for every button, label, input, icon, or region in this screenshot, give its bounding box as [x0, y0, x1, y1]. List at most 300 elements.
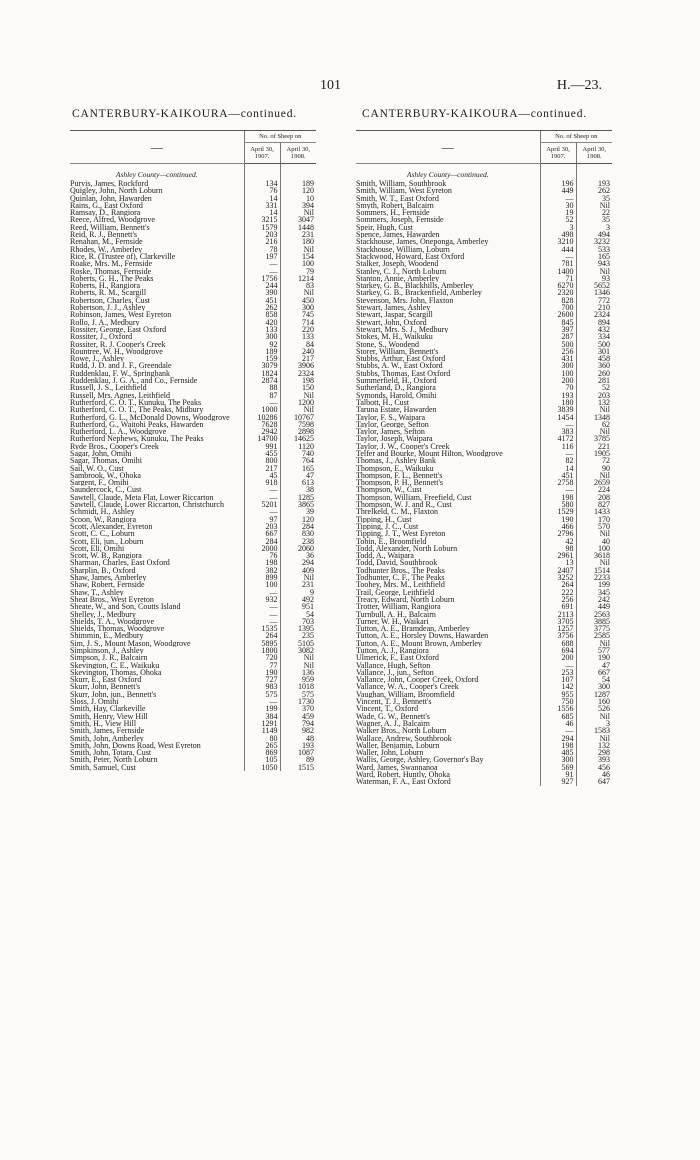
- sheep-1907-cell: 244: [244, 282, 280, 289]
- sheep-1908-cell: 459: [280, 713, 316, 720]
- owner-name-cell: Tipping, H., Cust: [356, 515, 412, 523]
- owner-name-cell: Taylor, Joseph, Waipara: [356, 435, 433, 443]
- page-number: 101: [320, 78, 341, 93]
- owner-name-cell: Reid, R. J., Bennett's: [70, 231, 137, 239]
- owner-name-cell: Skurr, E., East Oxford: [70, 676, 142, 684]
- sheep-1908-cell: 180: [280, 238, 316, 245]
- sheep-1908-cell: 943: [576, 260, 612, 267]
- table-row: [70, 611, 316, 618]
- table-row: [356, 231, 612, 238]
- owner-name-cell: Taylor, J. W., Cooper's Creek: [356, 442, 450, 450]
- sheep-1908-cell: 136: [280, 669, 316, 676]
- table-row: [70, 494, 316, 501]
- table-row: [70, 435, 316, 442]
- sheep-1908-cell: 5105: [280, 640, 316, 647]
- sheep-1908-cell: 294: [280, 559, 316, 566]
- table-row: [70, 669, 316, 676]
- owner-name-cell: Smyth, Robert, Balcairn: [356, 201, 434, 210]
- owner-name-cell: Smith, W. T., East Oxford: [356, 194, 439, 202]
- sheep-1907-cell: —: [244, 618, 280, 625]
- sheep-1908-cell: 1120: [280, 443, 316, 450]
- table-row: [70, 384, 316, 391]
- table-row: [356, 326, 612, 333]
- owner-name-cell: Skevington, C. E., Waikuku: [70, 661, 160, 669]
- sheep-1907-cell: 71: [540, 275, 576, 282]
- table-row: [70, 749, 316, 756]
- sheep-1908-cell: 3: [576, 720, 612, 727]
- sheep-1907-cell: 3839: [540, 406, 576, 413]
- sheep-1908-cell: 231: [280, 231, 316, 238]
- owner-name-cell: Smith, John, Amberley: [70, 734, 144, 742]
- table-row: [70, 559, 316, 566]
- sheep-1908-cell: 90: [576, 465, 612, 472]
- table-row: [70, 362, 316, 369]
- sheep-1908-cell: 2898: [280, 428, 316, 435]
- owner-name-cell: Sommers, Joseph, Fernside: [356, 216, 444, 224]
- sheep-1908-cell: 54: [576, 676, 612, 683]
- right-name-header: —: [356, 131, 540, 164]
- sheep-1907-cell: 700: [540, 304, 576, 311]
- table-row: [70, 180, 316, 187]
- table-row: [70, 195, 316, 202]
- owner-name-cell: Smith, Peter, North Loburn: [70, 756, 158, 764]
- sheep-1908-cell: 38: [280, 486, 316, 493]
- sheep-1908-cell: 46: [576, 771, 612, 778]
- table-row: [356, 501, 612, 508]
- sheep-1907-cell: 134: [244, 180, 280, 187]
- sheep-1908-cell: 764: [280, 457, 316, 464]
- sheep-1907-cell: —: [244, 698, 280, 705]
- table-row: [70, 457, 316, 464]
- sheep-1908-cell: 35: [576, 216, 612, 223]
- sheep-1907-cell: 92: [244, 341, 280, 348]
- sheep-1907-cell: 2961: [540, 552, 576, 559]
- sheep-1907-cell: 203: [244, 523, 280, 530]
- owner-name-cell: Todhunter, C. F., The Peaks: [356, 574, 445, 582]
- table-row: [356, 603, 612, 610]
- table-row: [70, 508, 316, 515]
- sheep-1907-cell: 1050: [244, 764, 280, 771]
- sheep-1907-cell: 80: [244, 735, 280, 742]
- owner-name-cell: Saundercock, C., Cust: [70, 486, 142, 494]
- sheep-1908-cell: 165: [280, 465, 316, 472]
- owner-name-cell: Rossiter, R. J. Cooper's Creek: [70, 340, 166, 348]
- owner-name-cell: Treacy, Edward, North Loburn: [356, 595, 455, 604]
- table-row: [70, 647, 316, 654]
- owner-name-cell: Wallis, George, Ashley, Governor's Bay: [356, 756, 484, 764]
- table-row: [70, 450, 316, 457]
- table-row: [70, 282, 316, 289]
- owner-name-cell: Summerfield, H., Oxford: [356, 377, 437, 385]
- owner-name-cell: Roberts, G. H., The Peaks: [70, 274, 154, 283]
- table-row: [356, 224, 612, 231]
- table-row: [70, 596, 316, 603]
- owner-name-cell: Ryde Bros., Cooper's Creek: [70, 442, 159, 450]
- table-row: [356, 683, 612, 690]
- sheep-1908-cell: 221: [576, 443, 612, 450]
- owner-name-cell: Sommers, H., Fernside: [356, 209, 430, 217]
- table-row: [356, 749, 612, 756]
- table-row: [70, 567, 316, 574]
- sheep-1908-cell: 193: [576, 180, 612, 187]
- table-row: [356, 355, 612, 362]
- sheep-1908-cell: 740: [280, 450, 316, 457]
- sheep-1908-cell: Nil: [576, 406, 612, 413]
- owner-name-cell: Sim, J. S., Mount Mason, Woodgrove: [70, 639, 191, 647]
- table-row: [70, 486, 316, 493]
- table-row: [356, 319, 612, 326]
- owner-name-cell: Robinson, James, West Eyreton: [70, 311, 172, 319]
- sheep-1907-cell: 193: [540, 392, 576, 399]
- sheep-1908-cell: 260: [576, 370, 612, 377]
- table-row: [70, 406, 316, 413]
- owner-name-cell: Rutherford, G., Waitohi Peaks, Hawarden: [70, 420, 204, 429]
- sheep-1907-cell: —: [244, 508, 280, 515]
- owner-name-cell: Toohey, Mrs. M., Leithfield: [356, 581, 445, 589]
- sheep-1907-cell: 87: [244, 392, 280, 399]
- sheep-1907-cell: 927: [540, 778, 576, 785]
- owner-name-cell: Thompson, William, Freefield, Cust: [356, 493, 472, 502]
- table-row: [356, 494, 612, 501]
- sheep-1908-cell: 827: [576, 501, 612, 508]
- table-row: [356, 771, 612, 778]
- table-row: [356, 713, 612, 720]
- sheep-1907-cell: 932: [244, 596, 280, 603]
- table-row: [70, 224, 316, 231]
- table-row: [70, 333, 316, 340]
- left-county-heading: Ashley County—continued.: [115, 170, 198, 179]
- sheep-1907-cell: 70: [540, 384, 576, 391]
- left-table-body: [70, 164, 316, 772]
- sheep-1908-cell: 198: [280, 377, 316, 384]
- sheep-1907-cell: 100: [540, 370, 576, 377]
- sheep-1907-cell: —: [540, 662, 576, 669]
- sheep-1908-cell: 36: [280, 552, 316, 559]
- table-row: [356, 297, 612, 304]
- table-row: [70, 713, 316, 720]
- table-row: [70, 654, 316, 661]
- owner-name-cell: Smith, John, Totara, Cust: [70, 749, 152, 757]
- owner-name-cell: Stubbs, Thomas, East Oxford: [356, 369, 451, 378]
- owner-name-cell: Sawtell, Claude, Meta Flat, Lower Riccarton: [70, 493, 214, 502]
- sheep-1907-cell: 1800: [244, 647, 280, 654]
- table-row: [356, 486, 612, 493]
- table-row: [356, 341, 612, 348]
- sheep-1908-cell: 570: [576, 523, 612, 530]
- owner-name-cell: Rossiter, George, East Oxford: [70, 325, 167, 334]
- table-row: [70, 216, 316, 223]
- table-row: [356, 742, 612, 749]
- sheep-1908-cell: 1087: [280, 749, 316, 756]
- sheep-1907-cell: 3210: [540, 238, 576, 245]
- sheep-1907-cell: 688: [540, 640, 576, 647]
- sheep-1908-cell: Nil: [280, 209, 316, 216]
- table-row: [356, 268, 612, 275]
- sheep-1907-cell: 2320: [540, 289, 576, 296]
- owner-name-cell: Wade, G. W., Bennett's: [356, 712, 430, 720]
- sheep-1907-cell: 720: [244, 654, 280, 661]
- table-row: [70, 238, 316, 245]
- sheep-1907-cell: 159: [244, 355, 280, 362]
- owner-name-cell: Sharman, Charles, East Oxford: [70, 559, 170, 567]
- owner-name-cell: Symonds, Harold, Omihi: [356, 391, 437, 399]
- owner-name-cell: Scott, Eli, jun., Loburn: [70, 537, 144, 545]
- owner-name-cell: Sail, W. O., Cust: [70, 464, 124, 472]
- table-row: [70, 414, 316, 421]
- sheep-1908-cell: 1905: [576, 450, 612, 457]
- table-row: [70, 319, 316, 326]
- sheep-1908-cell: 3906: [280, 362, 316, 369]
- sheep-1907-cell: 1756: [244, 275, 280, 282]
- sheep-1907-cell: 3: [540, 224, 576, 231]
- owner-name-cell: Stanley, C. J., North Loburn: [356, 267, 447, 275]
- owner-name-cell: Skurr, John, Bennett's: [70, 683, 141, 691]
- owner-name-cell: Taylor, F. S., Waipara: [356, 413, 426, 421]
- table-row: [356, 523, 612, 530]
- owner-name-cell: Rollo, J. A., Medbury: [70, 318, 140, 326]
- sheep-1907-cell: 76: [244, 552, 280, 559]
- sheep-1907-cell: —: [244, 603, 280, 610]
- sheep-1907-cell: 46: [540, 720, 576, 727]
- sheep-1907-cell: 116: [540, 443, 576, 450]
- table-row: [70, 742, 316, 749]
- sheep-1908-cell: 3: [576, 224, 612, 231]
- sheep-1908-cell: Nil: [280, 654, 316, 661]
- sheep-1907-cell: 10286: [244, 414, 280, 421]
- sheep-1907-cell: 3215: [244, 216, 280, 223]
- sheep-1908-cell: 224: [576, 486, 612, 493]
- sheep-1908-cell: 3775: [576, 625, 612, 632]
- sheep-1908-cell: 284: [280, 523, 316, 530]
- owner-name-cell: Thompson, F. L., Bennett's: [356, 471, 443, 480]
- sheep-1907-cell: 420: [244, 319, 280, 326]
- sheep-1907-cell: 858: [244, 311, 280, 318]
- sheep-1908-cell: 703: [280, 618, 316, 625]
- owner-name-cell: Shaw, Robert, Fernside: [70, 581, 145, 589]
- table-row: [70, 501, 316, 508]
- table-row: [70, 676, 316, 683]
- owner-name-cell: Stackhouse, James, Oneponga, Amberley: [356, 238, 489, 246]
- table-row: [356, 187, 612, 194]
- sheep-1908-cell: 10: [280, 195, 316, 202]
- sheep-1907-cell: 91: [540, 771, 576, 778]
- sheep-1908-cell: 133: [280, 333, 316, 340]
- owner-name-cell: Vallance, Hugh, Sefton: [356, 661, 431, 669]
- owner-name-cell: Vallance, J., jun., Sefton: [356, 668, 434, 677]
- owner-name-cell: Schmidt, H., Ashley: [70, 508, 135, 516]
- owner-name-cell: Sheate, W., and Son, Coutts Island: [70, 603, 181, 611]
- table-row: [70, 640, 316, 647]
- sheep-1908-cell: 120: [280, 516, 316, 523]
- table-row: [356, 764, 612, 771]
- table-row: [70, 392, 316, 399]
- sheep-1908-cell: 772: [576, 297, 612, 304]
- table-row: [356, 705, 612, 712]
- sheep-1908-cell: 120: [280, 187, 316, 194]
- sheep-1907-cell: 1579: [244, 224, 280, 231]
- sheep-1907-cell: 580: [540, 501, 576, 508]
- sheep-1908-cell: 238: [280, 538, 316, 545]
- sheep-1908-cell: 1348: [576, 414, 612, 421]
- owner-name-cell: Vincent, T., Oxford: [356, 705, 419, 713]
- sheep-1907-cell: 1257: [540, 625, 576, 632]
- owner-name-cell: Stewart, James, Ashley: [356, 304, 431, 312]
- owner-name-cell: Stevenson, Mrs. John, Flaxton: [356, 296, 454, 305]
- sheep-1907-cell: 14: [540, 465, 576, 472]
- sheep-1908-cell: Nil: [576, 559, 612, 566]
- owner-name-cell: Rhodes, W., Amberley: [70, 245, 143, 253]
- owner-name-cell: Walker Bros., North Loburn: [356, 727, 447, 735]
- sheep-1907-cell: 1535: [244, 625, 280, 632]
- sheep-1907-cell: 14700: [244, 435, 280, 442]
- sheep-1907-cell: 7628: [244, 421, 280, 428]
- sheep-1907-cell: —: [244, 268, 280, 275]
- sheep-1908-cell: 10767: [280, 414, 316, 421]
- owner-name-cell: Taruna Estate, Hawarden: [356, 406, 437, 414]
- sheep-1908-cell: 235: [280, 632, 316, 639]
- owner-name-cell: Thompson, W., Cust: [356, 486, 422, 494]
- owner-name-cell: Thompson, P. H., Bennett's: [356, 479, 443, 487]
- sheep-1908-cell: 2233: [576, 574, 612, 581]
- table-row: [356, 611, 612, 618]
- sheep-1908-cell: 231: [280, 581, 316, 588]
- sheep-1907-cell: 300: [540, 362, 576, 369]
- table-row: [70, 421, 316, 428]
- sheep-1908-cell: 745: [280, 311, 316, 318]
- owner-name-cell: Todd, Alexander, North Loburn: [356, 544, 458, 553]
- table-row: [356, 559, 612, 566]
- sheep-1907-cell: 498: [540, 231, 576, 238]
- sheep-1907-cell: 287: [540, 333, 576, 340]
- owner-name-cell: Todd, A., Waipara: [356, 552, 414, 560]
- sheep-1907-cell: 750: [540, 698, 576, 705]
- sheep-1908-cell: 54: [280, 611, 316, 618]
- table-row: [70, 341, 316, 348]
- owner-name-cell: Stone, S., Woodend: [356, 340, 419, 348]
- sheep-1908-cell: 165: [576, 253, 612, 260]
- sheep-1907-cell: 918: [244, 479, 280, 486]
- sheep-1908-cell: 334: [576, 333, 612, 340]
- owner-name-cell: Shields, T. A., Woodgrove: [70, 617, 155, 626]
- sheep-1908-cell: 150: [280, 384, 316, 391]
- table-row: [70, 756, 316, 763]
- sheep-1907-cell: 2407: [540, 567, 576, 574]
- table-row: [70, 202, 316, 209]
- sheep-1908-cell: Nil: [576, 735, 612, 742]
- sheep-1907-cell: 869: [244, 749, 280, 756]
- owner-name-cell: Waller, Benjamin, Loburn: [356, 741, 440, 750]
- sheep-1908-cell: 1433: [576, 508, 612, 515]
- sheep-1908-cell: 100: [280, 260, 316, 267]
- sheep-1907-cell: 42: [540, 538, 576, 545]
- table-row: [70, 370, 316, 377]
- table-row: [70, 209, 316, 216]
- table-row: [70, 683, 316, 690]
- owner-name-cell: Vaughan, William, Broomfield: [356, 690, 455, 699]
- right-col-1907-header: April 30, 1907.: [540, 143, 576, 164]
- table-row: [356, 260, 612, 267]
- sheep-1908-cell: 951: [280, 603, 316, 610]
- sheep-1908-cell: 533: [576, 246, 612, 253]
- owner-name-cell: Shaw, T., Ashley: [70, 588, 124, 596]
- table-row: [70, 311, 316, 318]
- sheep-1907-cell: 264: [540, 581, 576, 588]
- sheep-1907-cell: 2000: [244, 545, 280, 552]
- owner-name-cell: Smith, William, West Eyreton: [356, 187, 452, 195]
- sheep-1907-cell: 485: [540, 749, 576, 756]
- sheep-1907-cell: —: [244, 611, 280, 618]
- owner-name-cell: Roake, Mrs. M., Fernside: [70, 260, 152, 268]
- sheep-1907-cell: 300: [540, 756, 576, 763]
- owner-name-cell: Rutherford, C. O. T., Kunuku, The Peaks: [70, 398, 202, 407]
- sheep-1907-cell: 217: [244, 465, 280, 472]
- sheep-1908-cell: 300: [576, 683, 612, 690]
- right-section-title: CANTERBURY-KAIKOURA—continued.: [362, 108, 587, 120]
- table-row: [356, 676, 612, 683]
- sheep-1907-cell: 142: [540, 683, 576, 690]
- owner-name-cell: Reece, Alfred, Woodgrove: [70, 216, 155, 224]
- owner-name-cell: Smith, Samuel, Cust: [70, 763, 136, 772]
- table-row: [356, 596, 612, 603]
- sheep-1907-cell: 382: [244, 567, 280, 574]
- sheep-1908-cell: 7598: [280, 421, 316, 428]
- sheep-1907-cell: 5201: [244, 501, 280, 508]
- sheep-1907-cell: 5895: [244, 640, 280, 647]
- sheep-1908-cell: 458: [576, 355, 612, 362]
- sheep-1907-cell: —: [540, 486, 576, 493]
- sheep-1907-cell: —: [244, 260, 280, 267]
- owner-name-cell: Talbott, H., Cust: [356, 398, 409, 407]
- owner-name-cell: Threlkeld, C. M., Flaxton: [356, 508, 438, 516]
- sheep-1907-cell: 6270: [540, 282, 576, 289]
- table-row: [70, 581, 316, 588]
- sheep-1908-cell: 3082: [280, 647, 316, 654]
- sheep-1907-cell: 455: [244, 450, 280, 457]
- sheep-1908-cell: 14625: [280, 435, 316, 442]
- table-row: [70, 187, 316, 194]
- sheep-1907-cell: 3705: [540, 618, 576, 625]
- owner-name-cell: Vallance, John, Cooper Creek, Oxford: [356, 676, 479, 684]
- sheep-1907-cell: 196: [540, 180, 576, 187]
- table-row: [70, 727, 316, 734]
- left-group-header: No. of Sheep on: [244, 131, 316, 143]
- sheep-1908-cell: 93: [576, 275, 612, 282]
- sheep-1908-cell: 830: [280, 530, 316, 537]
- sheep-1908-cell: 62: [576, 421, 612, 428]
- sheep-1907-cell: —: [540, 253, 576, 260]
- table-row: [356, 370, 612, 377]
- owner-name-cell: Stackhouse, William, Loburn: [356, 245, 450, 253]
- sheep-1908-cell: 298: [576, 749, 612, 756]
- owner-name-cell: Robertson, Charles, Cust: [70, 296, 150, 305]
- table-row: [356, 399, 612, 406]
- sheep-1908-cell: 22: [576, 209, 612, 216]
- sheep-1907-cell: 14: [244, 195, 280, 202]
- right-sheep-table: [356, 130, 612, 786]
- sheep-1908-cell: 1285: [280, 494, 316, 501]
- owner-name-cell: Tutton, A. E., Horsley Downs, Hawarden: [356, 632, 489, 640]
- owner-name-cell: Reed, William, Bennett's: [70, 223, 150, 232]
- sheep-1907-cell: 265: [244, 742, 280, 749]
- table-row: [356, 581, 612, 588]
- owner-name-cell: Sawtell, Claude, Lower Riccarton, Christchurch: [70, 501, 224, 509]
- table-row: [356, 640, 612, 647]
- sheep-1907-cell: 19: [540, 209, 576, 216]
- sheep-1908-cell: 300: [280, 304, 316, 311]
- table-row: [70, 698, 316, 705]
- owner-name-cell: Starkey, G. B., Brackenfield, Amberley: [356, 289, 482, 297]
- sheep-1907-cell: 955: [540, 691, 576, 698]
